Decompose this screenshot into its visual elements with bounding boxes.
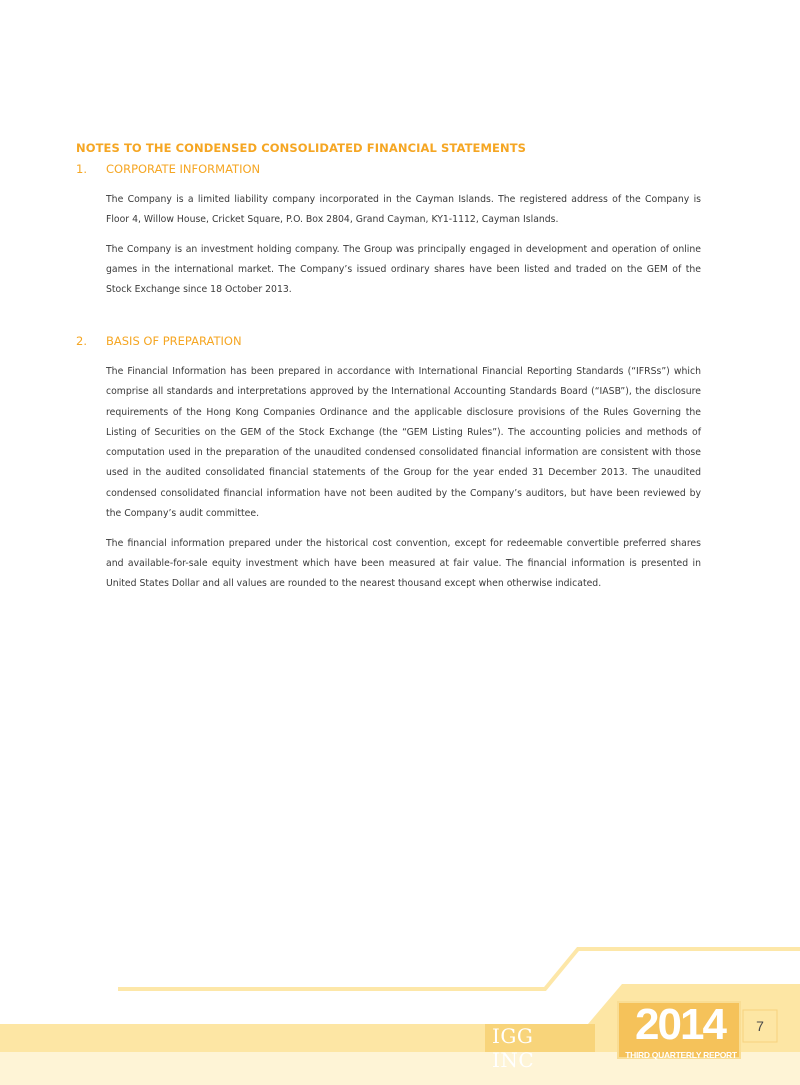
company-name: IGG INC (492, 1024, 535, 1072)
section-title-text: CORPORATE INFORMATION (106, 162, 261, 176)
report-label: THIRD QUARTERLY REPORT (625, 1050, 737, 1060)
section-number: 2. (76, 334, 87, 348)
page-heading: NOTES TO THE CONDENSED CONSOLIDATED FINANCIAL STATEMENTS (76, 141, 527, 155)
paragraph: The Company is a limited liability company incorporated in the Cayman Islands. The registered address of the Company is Floor 4, Willow House, Cricket Square, P.O. Box 2804, Grand Cayman, KY1-1112, Cayman Islands. (106, 194, 701, 226)
section-number: 1. (76, 162, 87, 176)
section-title-text: BASIS OF PREPARATION (106, 334, 242, 348)
paragraph: The Financial Information has been prepared in accordance with International Financial Reporting Standards (“IFRSs”) which comprise all standards and interpretations approved by the International Accounting Standards Board (“IASB”), the disclosure requirements of the Hong Kong Companies Ordinance and the applicable disclosure provisions of the Rules Governing the Listing of Securities on the GEM of the Stock Exchange (the “GEM Listing Rules”). The accounting policies and methods of computation used in the preparation of the unaudited condensed consolidated financial information are consistent with those used in the audited consolidated financial statements of the Group for the year ended 31 December 2013. The unaudited condensed consolidated financial information have not been audited by the Company’s auditors, but have been reviewed by the Company’s audit committee. (106, 366, 701, 520)
page-number: 7 (756, 1018, 764, 1034)
section-title (76, 334, 716, 348)
footer-accent-line (118, 949, 800, 989)
section-title (76, 162, 716, 176)
paragraph: The financial information prepared under the historical cost convention, except for redeemable convertible preferred shares and available-for-sale equity investment which have been measured at fair value. The financial information is presented in United States Dollar and all values are rounded to the nearest thousand except when otherwise indicated. (106, 537, 701, 590)
section-basis-of-preparation (76, 334, 716, 603)
paragraph: The Company is an investment holding company. The Group was principally engaged in development and operation of online games in the international market. The Company’s issued ordinary shares have been listed and traded on the GEM of the Stock Exchange since 18 October 2013. (106, 243, 701, 296)
report-year: 2014 (635, 1000, 725, 1049)
section-corporate-information (76, 162, 716, 309)
